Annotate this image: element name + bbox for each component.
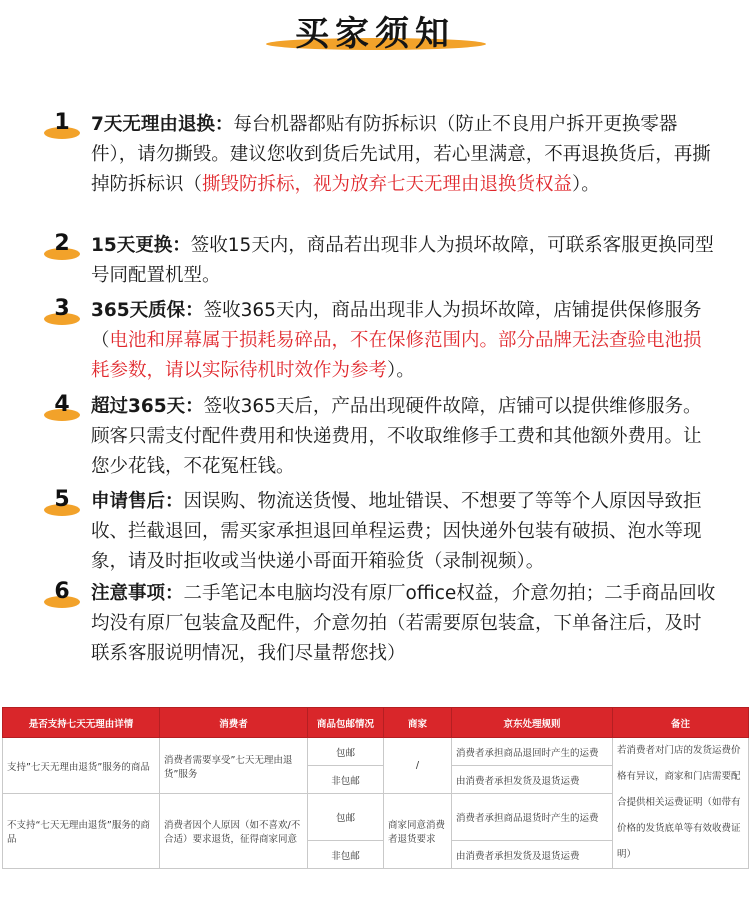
cell-merchant: 商家同意消费者退货要求	[384, 794, 452, 869]
item-number: 5	[54, 487, 70, 512]
header-shipping: 商品包邮情况	[308, 708, 384, 738]
cell-rule: 由消费者承担发货及退货运费	[452, 766, 613, 794]
title-area	[0, 0, 750, 60]
item-number: 6	[54, 579, 70, 604]
cell-rule: 消费者承担商品退回时产生的运费	[452, 738, 613, 766]
cell-support: 不支持“七天无理由退货”服务的商品	[3, 794, 160, 869]
item-number-badge	[44, 487, 82, 523]
item-text	[91, 296, 716, 386]
item-label: 超过365天：	[91, 396, 204, 417]
table-row	[3, 738, 749, 766]
item-label: 365天质保：	[91, 300, 204, 321]
cell-merchant: /	[384, 738, 452, 794]
cell-shipping: 非包邮	[308, 841, 384, 869]
header-consumer: 消费者	[160, 708, 308, 738]
item-label: 7天无理由退换：	[91, 114, 234, 135]
item-label: 申请售后：	[91, 491, 184, 512]
return-policy-table	[2, 707, 749, 869]
cell-shipping: 包邮	[308, 794, 384, 841]
item-number-badge	[44, 110, 82, 146]
cell-note: 若消费者对门店的发货运费价格有异议，商家和门店需要配合提供相关运费证明（如带有价格的发货底单等有效收费证明）	[613, 738, 749, 869]
item-number-badge	[44, 579, 82, 615]
item-text	[91, 110, 716, 200]
cell-rule: 消费者承担商品退货时产生的运费	[452, 794, 613, 841]
header-support: 是否支持七天无理由详情	[3, 708, 160, 738]
item-body: 签收365天后，产品出现硬件故障，店铺可以提供维修服务。顾客只需支付配件费用和快递费用，不收取维修手工费和其他额外费用。让您少花钱，不花冤枉钱。	[91, 396, 702, 477]
item-body: 签收365天内，商品出现非人为损坏故障，店铺提供保修服务（	[91, 300, 702, 351]
cell-support: 支持”七天无理由退货”服务的商品	[3, 738, 160, 794]
item-number-badge	[44, 231, 82, 267]
cell-shipping: 非包邮	[308, 766, 384, 794]
item-text	[91, 487, 716, 577]
cell-shipping: 包邮	[308, 738, 384, 766]
item-number-badge	[44, 392, 82, 428]
cell-consumer: 消费者需要享受”七天无理由退货”服务	[160, 738, 308, 794]
item-number: 2	[54, 231, 70, 256]
item-text	[91, 392, 716, 482]
header-rule: 京东处理规则	[452, 708, 613, 738]
cell-consumer: 消费者因个人原因（如不喜欢/不合适）要求退货，征得商家同意	[160, 794, 308, 869]
header-note: 备注	[613, 708, 749, 738]
page-title: 买家须知	[295, 14, 455, 54]
item-body: 签收15天内，商品若出现非人为损坏故障，可联系客服更换同型号同配置机型。	[91, 235, 714, 286]
item-number: 1	[54, 110, 70, 135]
table-header-row	[3, 708, 749, 738]
item-warning: 电池和屏幕属于损耗易碎品，不在保修范围内。部分品牌无法查验电池损耗参数，请以实际待机时效作为参考	[91, 330, 702, 381]
item-warning: 撕毁防拆标，视为放弃七天无理由退换货权益	[202, 174, 573, 195]
item-number-badge	[44, 296, 82, 332]
item-text	[91, 231, 716, 291]
item-label: 注意事项：	[91, 583, 184, 604]
item-body: 二手笔记本电脑均没有原厂office权益，介意勿拍；二手商品回收均没有原厂包装盒及配件，介意勿拍（若需要原包装盒，下单备注后，及时联系客服说明情况，我们尽量帮您找）	[91, 583, 716, 664]
header-merchant: 商家	[384, 708, 452, 738]
item-body: 因误购、物流送货慢、地址错误、不想要了等等个人原因导致拒收、拦截退回，需买家承担退回单程运费；因快递外包装有破损、泡水等现象，请及时拒收或当快递小哥面开箱验货（录制视频）。	[91, 491, 702, 572]
item-body: 每台机器都贴有防拆标识（防止不良用户拆开更换零器件），请勿撕毁。建议您收到货后先试用，若心里满意，不再退换货后，再撕掉防拆标识（	[91, 114, 711, 195]
item-label: 15天更换：	[91, 235, 191, 256]
item-text	[91, 579, 716, 669]
cell-rule: 由消费者承担发货及退货运费	[452, 841, 613, 869]
item-tail: ）。	[572, 174, 600, 195]
item-number: 4	[54, 392, 70, 417]
item-tail: ）。	[387, 360, 415, 381]
item-number: 3	[54, 296, 70, 321]
